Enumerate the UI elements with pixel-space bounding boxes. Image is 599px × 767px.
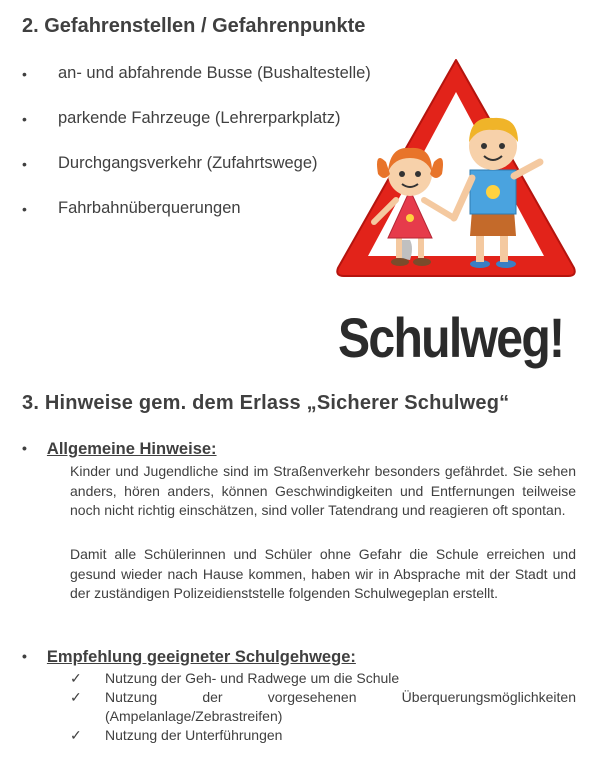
- general-hints-paragraph-2: Damit alle Schülerinnen und Schüler ohne Gefahr die Schule erreichen und gesund wieder nach Hause kommen, haben wir in Absprache mit der Stadt und der zuständigen Polizeidienststelle folgenden Schulwegeplan erstellt.: [70, 546, 576, 601]
- checkmark-icon: ✓: [70, 670, 82, 686]
- section-3-heading: 3. Hinweise gem. dem Erlass „Sicherer Schulweg“: [22, 392, 510, 414]
- bullet-icon: •: [22, 440, 27, 456]
- hazard-item-text: an- und abfahrende Busse (Bushaltestelle): [58, 64, 371, 82]
- general-hints-paragraph-1: Kinder und Jugendliche sind im Straßenverkehr besonders gefährdet. Sie sehen anders, hören anders, können Geschwindigkeiten und Entfernungen teilweise noch nicht richtig einschätzen, sind voller Tatendrang und reagieren oft spontan.: [70, 463, 576, 518]
- hazard-item-text: parkende Fahrzeuge (Lehrerparkplatz): [58, 109, 341, 127]
- recommendation-title-text: Empfehlung geeigneter Schulgehwege:: [46, 648, 356, 666]
- bullet-icon: •: [22, 111, 27, 127]
- recommendation-list: [70, 669, 576, 745]
- general-hints-title: [22, 440, 217, 459]
- bullet-icon: •: [22, 201, 27, 217]
- checkmark-icon: ✓: [70, 727, 82, 743]
- recommendation-title: [22, 648, 356, 667]
- hazard-item-text: Fahrbahnüberquerungen: [58, 199, 241, 217]
- recommendation-item-text: Nutzung der Geh- und Radwege um die Schule: [105, 670, 400, 686]
- general-hints-title-text: Allgemeine Hinweise:: [46, 440, 217, 458]
- bullet-icon: •: [22, 648, 27, 664]
- section-2-heading: 2. Gefahrenstellen / Gefahrenpunkte: [22, 15, 366, 37]
- recommendation-item-text: Nutzung der Unterführungen: [105, 727, 283, 743]
- bullet-icon: •: [22, 156, 27, 172]
- recommendation-item: [70, 688, 576, 726]
- recommendation-item: [70, 726, 576, 745]
- recommendation-item: [70, 669, 576, 688]
- hazard-item-text: Durchgangsverkehr (Zufahrtswege): [58, 154, 318, 172]
- school-children-warning-sign-icon: [330, 50, 582, 282]
- checkmark-icon: ✓: [70, 689, 82, 705]
- recommendation-item-text: Nutzung der vorgesehenen Überquerungsmöglichkeiten (Ampelanlage/Zebrastreifen): [105, 689, 576, 724]
- bullet-icon: •: [22, 66, 27, 82]
- schulweg-caption: Schulweg!: [338, 306, 564, 369]
